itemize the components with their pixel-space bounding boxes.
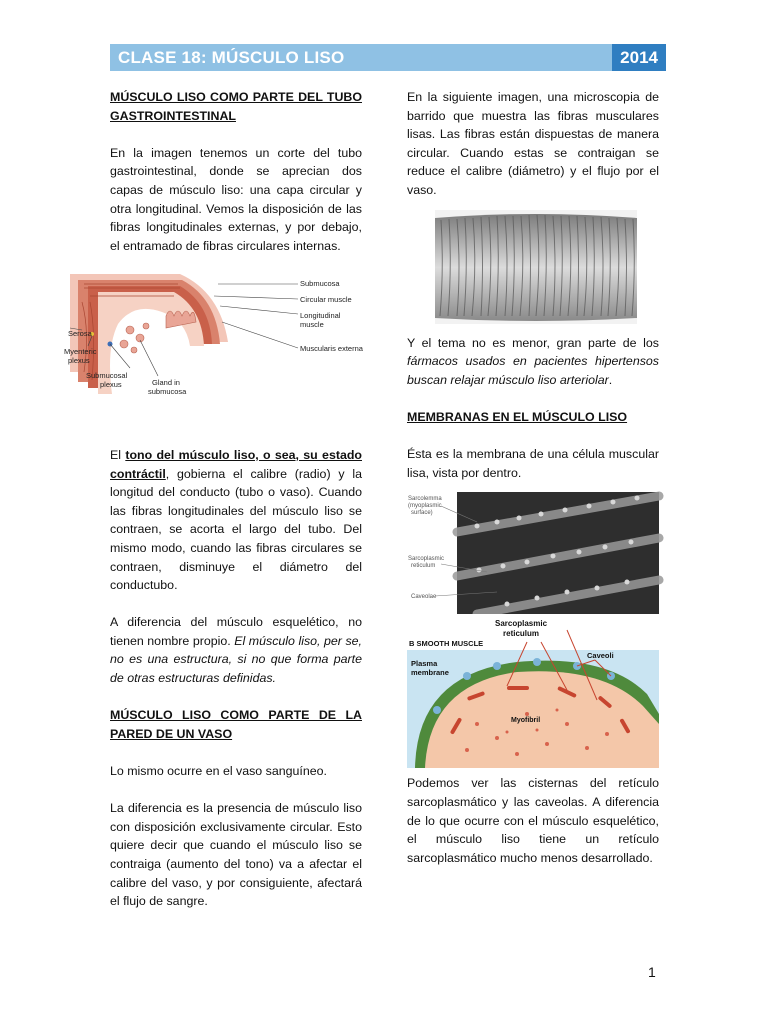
section-heading-membranes: MEMBRANAS EN EL MÚSCULO LISO [407,409,628,424]
label-sr-top-1: Sarcoplasmic [495,619,548,629]
label-longitudinal-1: Longitudinal [300,310,341,320]
paragraph-no-name [110,613,362,687]
paragraph-sr-caveolae: Podemos ver las cisternas del retículo sarcoplasmático y las caveolas. A diferencia de lo que ocurre con el músculo esquelético, el músculo liso tiene un retículo sarcoplasmático mucho menos desarrollado. [407,776,659,865]
label-plasma-2: membrane [411,668,449,678]
page-number: 1 [648,964,656,980]
label-muscularis-externa: Muscularis externa [300,343,363,353]
label-sr-2: reticulum [411,563,436,570]
label-sr-1: Sarcoplasmic [408,556,445,563]
label-panel-b: B SMOOTH MUSCLE [409,639,484,649]
label-myofibril: Myofibril [511,717,541,725]
gi-tract-diagram [64,272,370,422]
label-myenteric-1: Myenteric [64,346,97,356]
tone-text-a: El [110,447,126,462]
tone-text-c: , gobierna el calibre (radio) y la longitud del conducto (tubo o vaso). Cuando las fibras longitudinales del músculo liso se contraen, se acorta el largo del tubo. Del mismo modo, cuando las fibras circulares se contraen, disminuye el diámetro del conductubo. [110,466,362,593]
paragraph-tone [110,446,362,595]
label-circular-muscle: Circular muscle [300,294,352,304]
mucosa-villi [120,311,196,353]
label-sarcolemma-3: surface) [411,510,433,517]
left-column [64,88,363,929]
gi-tract-figure [64,272,370,422]
paragraph-vessel-same: Lo mismo ocurre en el vaso sanguíneo. [110,764,327,779]
no-name-text: A diferencia del músculo esquelético, no tienen nombre propio. [110,615,362,648]
section-heading-gi: MÚSCULO LISO COMO PARTE DEL TUBO GASTROINTESTINAL [110,90,362,123]
label-caveoli: Caveoli [587,651,614,661]
label-myenteric-2: plexus [68,355,90,365]
membrane-em-figure [407,492,659,614]
label-caveolae: Caveolae [411,594,437,601]
sem-micrograph [435,210,637,324]
label-submucosal-1: Submucosal [86,370,128,380]
hypertension-text-a: Y el tema no es menor, gran parte de los [407,335,659,350]
hypertension-italic: fármacos usados en pacientes hipertensos buscan relajar músculo liso arteriolar [407,354,659,387]
paragraph-hypertension [407,334,659,390]
hypertension-text-c: . [608,372,613,387]
sem-figure [435,210,637,324]
label-sr-top-2: reticulum [503,629,540,639]
paragraph-membrane: Ésta es la membrana de una célula muscular lisa, vista por dentro. [407,447,659,480]
section-heading-vessel: MÚSCULO LISO COMO PARTE DE LA PARED DE UN VASO [110,708,362,741]
smooth-muscle-diagram [407,614,659,768]
no-name-italic: El músculo liso, per se, no es una estructura, si no que forma parte de otras estructuras definidas. [110,633,362,686]
label-gland-2: submucosa [148,386,187,396]
label-serosa: Serosa [68,328,92,338]
paragraph-gi-intro: En la imagen tenemos un corte del tubo gastrointestinal, donde se aprecian dos capas de músculo liso: una capa circular y otra longitudinal. Vemos la disposición de las fibras longitudinales externas, y por debajo, el entramado de fibras circulares internas. [110,145,362,253]
right-column [407,88,659,886]
label-submucosal-2: plexus [100,379,122,389]
tone-highlight: tono del músculo liso, o sea, su estado contráctil [110,447,362,481]
label-longitudinal-2: muscle [300,319,324,329]
smooth-muscle-figure [407,614,659,768]
paragraph-vessel-diff: La diferencia es la presencia de músculo liso con disposición exclusivamente circular. Esto quiere decir que cuando el músculo liso se contraiga (aumento del tono) va a afectar el calibre del vaso, y por consiguiente, afectará el flujo de sangre. [110,801,362,909]
page-title: CLASE 18: MÚSCULO LISO [118,47,345,67]
membrane-micrograph [407,492,659,614]
paragraph-sem: En la siguiente imagen, una microscopia de barrido que muestra las fibras musculares lisas. Las fibras están dispuestas de manera circular. Cuando estas se contraigan se reduce el calibre (diámetro) y el flujo por el vaso. [407,90,659,197]
year-badge: 2014 [612,44,666,71]
label-plasma-1: Plasma [411,659,438,669]
label-gland-1: Gland in [152,377,180,387]
page-header [110,44,666,71]
label-submucosa: Submucosa [300,278,340,288]
label-sarcolemma-1: Sarcolemma [408,496,442,503]
label-sarcolemma-2: (myoplasmic [408,503,442,510]
